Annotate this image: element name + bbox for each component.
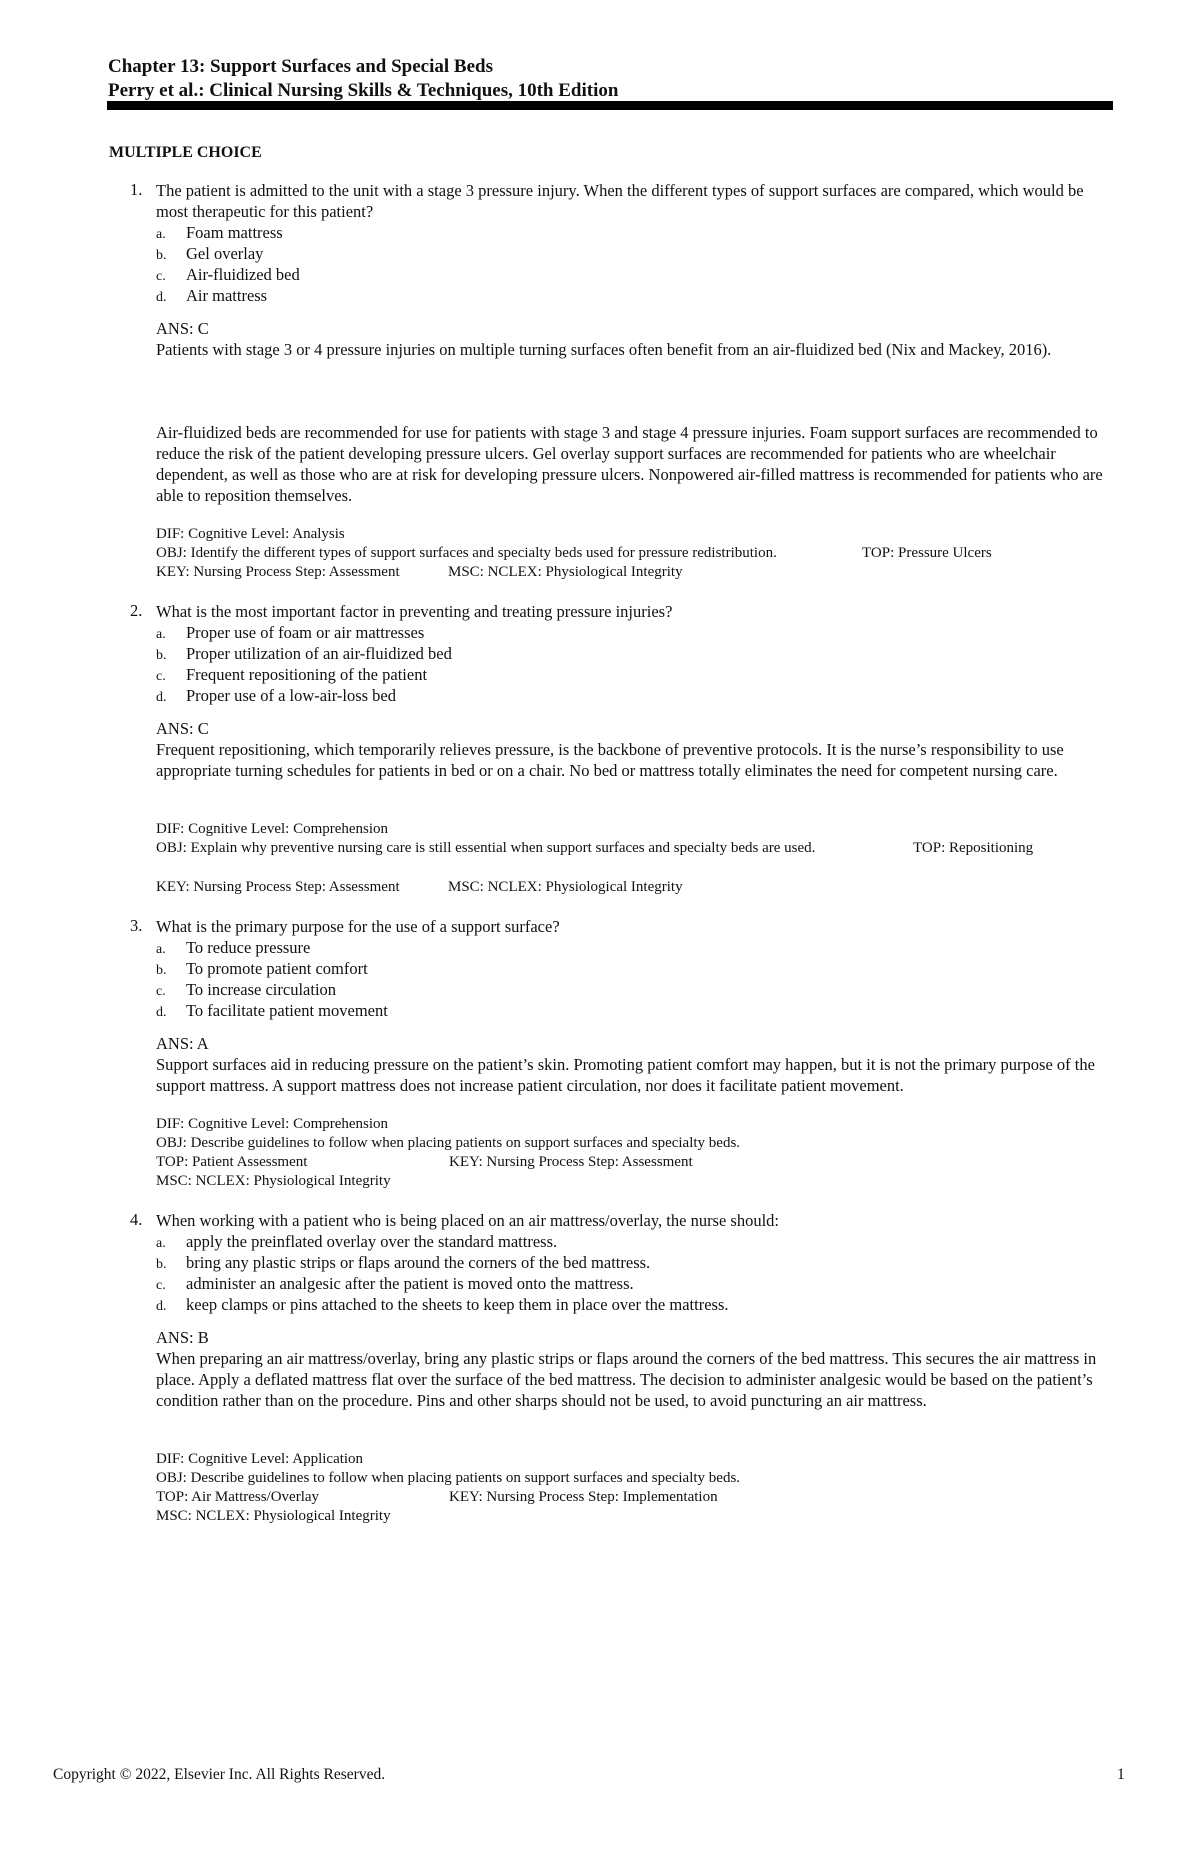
rationale: Patients with stage 3 or 4 pressure injuries on multiple turning surfaces often benefit from an air-fluidized bed (Nix and Mackey, 2016). xyxy=(156,340,1052,359)
meta-msc: MSC: NCLEX: Physiological Integrity xyxy=(448,879,683,895)
option-b: b. To promote patient comfort xyxy=(156,959,368,978)
meta-key: KEY: Nursing Process Step: Implementation xyxy=(449,1489,718,1505)
option-c: c. administer an analgesic after the patient is moved onto the mattress. xyxy=(156,1274,634,1293)
copyright-notice: Copyright © 2022, Elsevier Inc. All Rights Reserved. xyxy=(53,1766,386,1783)
meta-top: TOP: Pressure Ulcers xyxy=(862,545,992,561)
option-d: d. Air mattress xyxy=(156,286,268,305)
option-b: b. bring any plastic strips or flaps around the corners of the bed mattress. xyxy=(156,1253,651,1272)
option-c: c. To increase circulation xyxy=(156,980,337,999)
question-number: 3. xyxy=(130,916,143,935)
option-b: b. Gel overlay xyxy=(156,244,264,263)
answer: ANS: A xyxy=(156,1034,209,1053)
meta-obj: OBJ: Explain why preventive nursing care is still essential when support surfaces and specialty beds are used. xyxy=(156,840,816,856)
meta-top: TOP: Patient Assessment xyxy=(156,1154,308,1170)
meta-top: TOP: Air Mattress/Overlay xyxy=(156,1489,320,1505)
section-heading: MULTIPLE CHOICE xyxy=(109,144,262,161)
option-a: a. Foam mattress xyxy=(156,223,283,242)
meta-dif: DIF: Cognitive Level: Application xyxy=(156,1451,364,1467)
question-text: When working with a patient who is being placed on an air mattress/overlay, the nurse should: xyxy=(156,1211,780,1230)
chapter-title: Chapter 13: Support Surfaces and Special Beds xyxy=(108,56,493,77)
option-c: c. Air-fluidized bed xyxy=(156,265,300,284)
question-number: 4. xyxy=(130,1210,143,1229)
meta-dif: DIF: Cognitive Level: Comprehension xyxy=(156,1116,389,1132)
meta-key: KEY: Nursing Process Step: Assessment xyxy=(156,879,400,895)
meta-msc: MSC: NCLEX: Physiological Integrity xyxy=(156,1508,391,1524)
rationale: Support surfaces aid in reducing pressure on the patient’s skin. Promoting patient comfort may happen, but it is not the primary purpose of the support mattress. A support mattress does not increase patient circulation, nor does it facilitate patient movement. xyxy=(156,1055,1095,1095)
answer: ANS: B xyxy=(156,1328,209,1347)
rationale: When preparing an air mattress/overlay, bring any plastic strips or flaps around the corners of the bed mattress. This secures the air mattress in place. Apply a deflated mattress flat over the surface of the bed mattress. The decision to administer analgesic would be based on the patient’s condition rather than on the procedure. Pins and other sharps should not be used, to avoid puncturing an air mattress. xyxy=(156,1349,1097,1410)
meta-dif: DIF: Cognitive Level: Analysis xyxy=(156,526,345,542)
option-b: b. Proper utilization of an air-fluidized bed xyxy=(156,644,452,663)
meta-obj: OBJ: Describe guidelines to follow when placing patients on support surfaces and specialty beds. xyxy=(156,1470,741,1486)
question-number: 1. xyxy=(130,180,143,199)
meta-msc: MSC: NCLEX: Physiological Integrity xyxy=(448,564,683,580)
option-a: a. apply the preinflated overlay over the standard mattress. xyxy=(156,1232,558,1251)
meta-obj: OBJ: Identify the different types of support surfaces and specialty beds used for pressure redistribution. xyxy=(156,545,777,561)
rationale: Frequent repositioning, which temporarily relieves pressure, is the backbone of preventive protocols. It is the nurse’s responsibility to use appropriate turning schedules for patients in bed or on a chair. No bed or mattress totally eliminates the need for competent nursing care. xyxy=(156,740,1064,780)
question-number: 2. xyxy=(130,601,143,620)
option-a: a. To reduce pressure xyxy=(156,938,311,957)
question-text: The patient is admitted to the unit with a stage 3 pressure injury. When the different types of support surfaces are compared, which would be most therapeutic for this patient? xyxy=(156,181,1084,221)
meta-obj: OBJ: Describe guidelines to follow when placing patients on support surfaces and specialty beds. xyxy=(156,1135,741,1151)
answer: ANS: C xyxy=(156,319,209,338)
book-title: Perry et al.: Clinical Nursing Skills & Techniques, 10th Edition xyxy=(108,80,619,101)
meta-dif: DIF: Cognitive Level: Comprehension xyxy=(156,821,389,837)
meta-key: KEY: Nursing Process Step: Assessment xyxy=(449,1154,693,1170)
header-rule xyxy=(107,101,1113,110)
option-a: a. Proper use of foam or air mattresses xyxy=(156,623,425,642)
meta-top: TOP: Repositioning xyxy=(913,840,1034,856)
question-text: What is the primary purpose for the use of a support surface? xyxy=(156,917,560,936)
option-d: d. keep clamps or pins attached to the sheets to keep them in place over the mattress. xyxy=(156,1295,729,1314)
rationale-detail: Air-fluidized beds are recommended for use for patients with stage 3 and stage 4 pressure injuries. Foam support surfaces are recommended to reduce the risk of the patient developing pressure ulcers. Gel overlay support surfaces are recommended for patients who are wheelchair dependent, as well as those who are at risk for developing pressure ulcers. Nonpowered air-filled mattress is recommended for patients who are able to reposition themselves. xyxy=(156,423,1103,505)
question-text: What is the most important factor in preventing and treating pressure injuries? xyxy=(156,602,673,621)
option-c: c. Frequent repositioning of the patient xyxy=(156,665,428,684)
page-number: 1 xyxy=(1117,1766,1125,1783)
answer: ANS: C xyxy=(156,719,209,738)
meta-key: KEY: Nursing Process Step: Assessment xyxy=(156,564,400,580)
option-d: d. To facilitate patient movement xyxy=(156,1001,388,1020)
option-d: d. Proper use of a low-air-loss bed xyxy=(156,686,396,705)
meta-msc: MSC: NCLEX: Physiological Integrity xyxy=(156,1173,391,1189)
